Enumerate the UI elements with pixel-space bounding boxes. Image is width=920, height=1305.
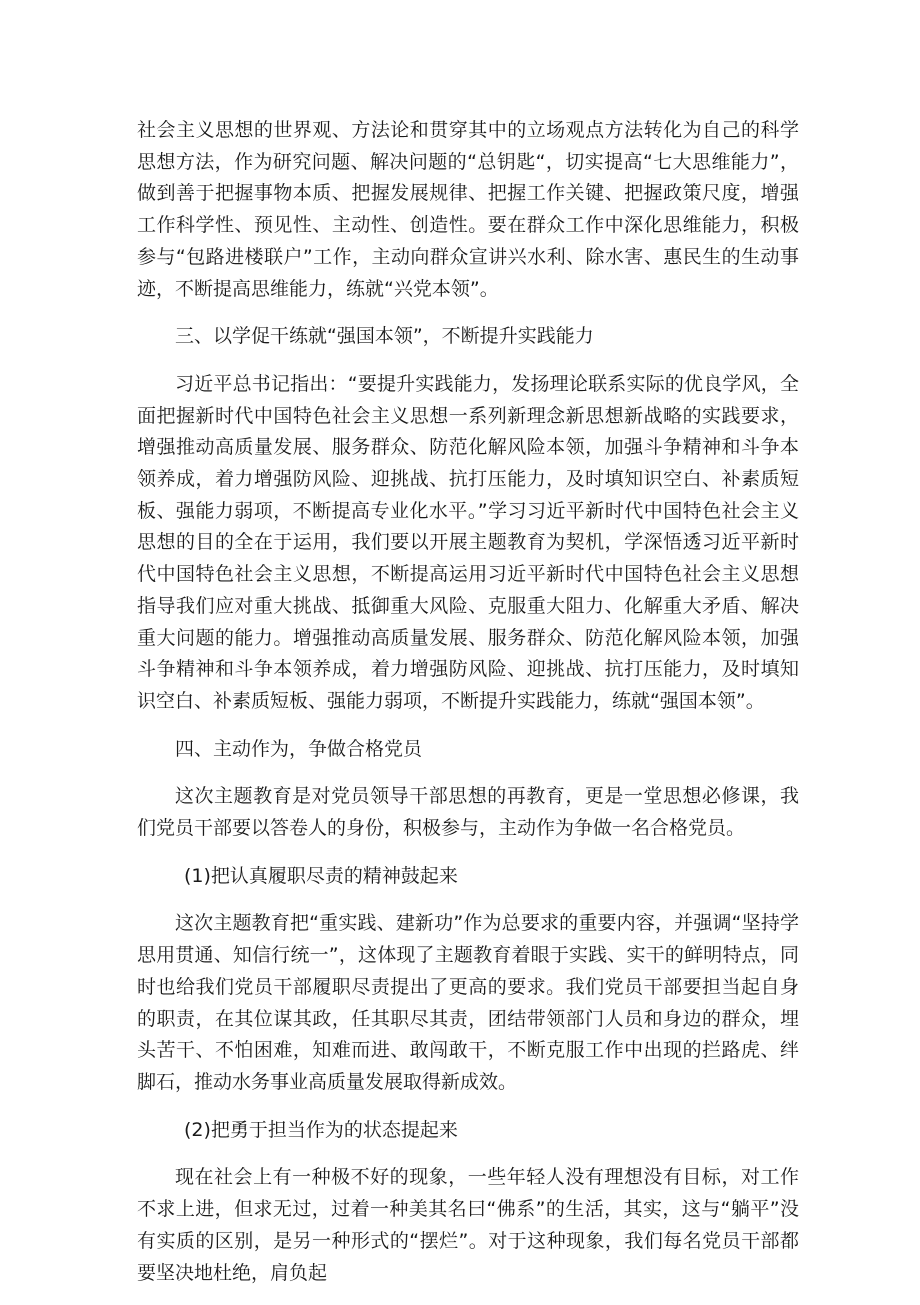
body-paragraph: 这次主题教育把“重实践、建新功”作为总要求的重要内容，并强调“坚持学思用贯通、知信行统一”，这体现了主题教育着眼于实践、实干的鲜明特点，同时也给我们党员干部履职尽责提出了更高的要求。我们党员干部要担当起自身的职责，在其位谋其政，任其职尽其责，团结带领部门人员和身边的群众，埋头苦干、不怕困难，知难而进、敢闯敢干，不断克服工作中出现的拦路虎、绊脚石，推动水务事业高质量发展取得新成效。 [137, 912, 799, 1093]
subsection-heading: (2)把勇于担当作为的状态提起来 [184, 1118, 458, 1141]
subsection-heading: (1)把认真履职尽责的精神鼓起来 [184, 864, 458, 887]
section-heading: 三、以学促干练就“强国本领”，不断提升实践能力 [175, 325, 594, 348]
body-paragraph: 社会主义思想的世界观、方法论和贯穿其中的立场观点方法转化为自己的科学思想方法，作为研究问题、解决问题的“总钥匙“，切实提高“七大思维能力”，做到善于把握事物本质、把握发展规律、把握工作关键、把握政策尺度，增强工作科学性、预见性、主动性、创造性。要在群众工作中深化思维能力，积极参与“包路进楼联户”工作，主动向群众宣讲兴水利、除水害、惠民生的生动事迹，不断提高思维能力，练就“兴党本领”。 [137, 119, 799, 300]
body-paragraph: 这次主题教育是对党员领导干部思想的再教育，更是一堂思想必修课，我们党员干部要以答卷人的身份，积极参与，主动作为争做一名合格党员。 [137, 785, 799, 840]
body-paragraph: 习近平总书记指出：“要提升实践能力，发扬理论联系实际的优良学风，全面把握新时代中国特色社会主义思想一系列新理念新思想新战略的实践要求，增强推动高质量发展、服务群众、防范化解风险本领，加强斗争精神和斗争本领养成，着力增强防风险、迎挑战、抗打压能力，及时填知识空白、补素质短板、强能力弱项，不断提高专业化水平。”学习习近平新时代中国特色社会主义思想的目的全在于运用，我们要以开展主题教育为契机，学深悟透习近平新时代中国特色社会主义思想，不断提高运用习近平新时代中国特色社会主义思想指导我们应对重大挑战、抵御重大风险、克服重大阻力、化解重大矛盾、解决重大问题的能力。增强推动高质量发展、服务群众、防范化解风险本领，加强斗争精神和斗争本领养成，着力增强防风险、迎挑战、抗打压能力，及时填知识空白、补素质短板、强能力弱项，不断提升实践能力，练就“强国本领”。 [137, 372, 799, 712]
document-body [137, 115, 799, 1305]
body-paragraph: 现在社会上有一种极不好的现象，一些年轻人没有理想没有目标，对工作不求上进，但求无过，过着一种美其名曰“佛系”的生活，其实，这与“躺平”没有实质的区别，是另一种形式的“摆烂”。对于这种现象，我们每名党员干部都要坚决地杜绝，肩负起 [137, 1166, 799, 1284]
section-heading: 四、主动作为，争做合格党员 [175, 737, 423, 760]
